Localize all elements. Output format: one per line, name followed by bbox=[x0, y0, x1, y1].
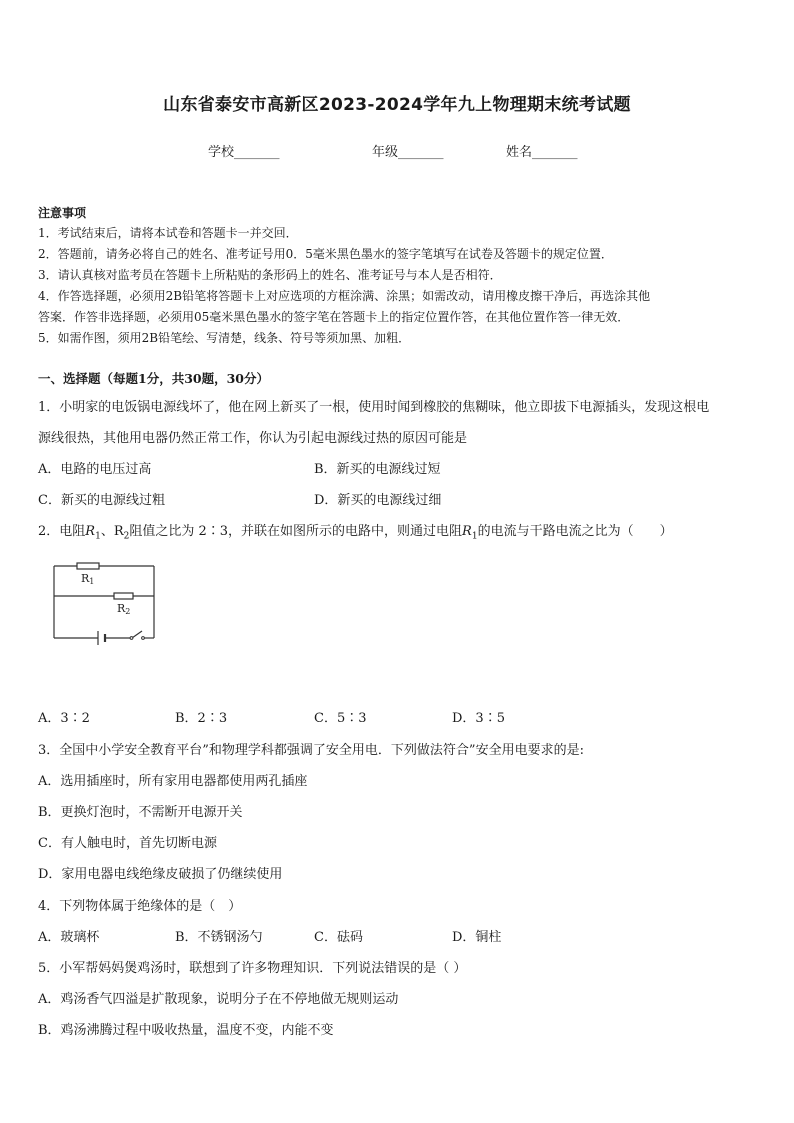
q2-option-b: B．2∶3 bbox=[175, 711, 228, 726]
section-heading: 一、选择题（每题1分，共30题，30分） bbox=[38, 371, 269, 386]
question-5-stem: 5．小军帮妈妈煲鸡汤时，联想到了许多物理知识．下列说法错误的是（ ） bbox=[38, 961, 467, 976]
switch-blade bbox=[132, 631, 142, 638]
circuit-diagram bbox=[40, 554, 170, 650]
switch-contact bbox=[130, 637, 133, 640]
notice-heading: 注意事项 bbox=[38, 206, 87, 220]
notice-item: 5．如需作图，须用2B铅笔绘、写清楚，线条、符号等须加黑、加粗． bbox=[38, 331, 411, 345]
q3-option-a: A．选用插座时，所有家用电器都使用两孔插座 bbox=[38, 774, 308, 789]
q4-option-d: D．铜柱 bbox=[452, 930, 502, 945]
q5-option-b: B．鸡汤沸腾过程中吸收热量，温度不变，内能不变 bbox=[38, 1023, 334, 1038]
q1-option-d: D．新买的电源线过细 bbox=[314, 493, 442, 508]
page-title: 山东省泰安市高新区2023-2024学年九上物理期末统考试题 bbox=[163, 95, 631, 115]
q3-option-d: D．家用电器电线绝缘皮破损了仍继续使用 bbox=[38, 867, 283, 882]
q2-option-d: D．3∶5 bbox=[452, 711, 505, 726]
q2-stem-part: 、R bbox=[100, 524, 124, 539]
r2-subscript: 2 bbox=[123, 531, 130, 542]
question-1-stem: 1．小明家的电饭锅电源线坏了，他在网上新买了一根，使用时闻到橡胶的焦糊味，他立即拔下电源插头，发现这根电 bbox=[38, 400, 710, 415]
label-r1: R1 bbox=[81, 572, 95, 586]
r1-symbol: R bbox=[462, 524, 472, 539]
q2-stem-part: 阻值之比为 2∶3，并联在如图所示的电路中，则通过电阻 bbox=[129, 524, 463, 539]
q1-option-b: B．新买的电源线过短 bbox=[314, 462, 441, 477]
notice-item: 答案．作答非选择题，必须用05毫米黑色墨水的签字笔在答题卡上的指定位置作答，在其他位置作答一律无效． bbox=[38, 310, 630, 324]
notice-item: 2．答题前，请务必将自己的姓名、准考证号用0．5毫米黑色墨水的签字笔填写在试卷及答题卡的规定位置． bbox=[38, 247, 613, 261]
question-1-stem-cont: 源线很热，其他用电器仍然正常工作，你认为引起电源线过热的原因可能是 bbox=[38, 431, 468, 446]
q1-option-c: C．新买的电源线过粗 bbox=[38, 493, 165, 508]
resistor-r1 bbox=[77, 563, 99, 569]
notice-item: 3．请认真核对监考员在答题卡上所粘贴的条形码上的姓名、准考证号与本人是否相符． bbox=[38, 268, 502, 282]
question-4-stem: 4．下列物体属于绝缘体的是（ ） bbox=[38, 899, 242, 914]
question-3-stem: 3．全国中小学安全教育平台”和物理学科都强调了安全用电．下列做法符合”安全用电要求的是: bbox=[38, 743, 584, 758]
q3-option-c: C．有人触电时，首先切断电源 bbox=[38, 836, 217, 851]
resistor-r2 bbox=[114, 593, 133, 599]
q4-option-a: A．玻璃杯 bbox=[38, 930, 100, 945]
q2-stem-part: 2．电阻 bbox=[38, 524, 86, 539]
question-2-stem bbox=[38, 520, 673, 542]
switch-contact bbox=[142, 637, 145, 640]
school-field[interactable]: 学校_______ bbox=[208, 145, 280, 160]
grade-field[interactable]: 年级_______ bbox=[372, 145, 444, 160]
q2-option-c: C．5∶3 bbox=[314, 711, 367, 726]
r1-subscript: 1 bbox=[471, 531, 478, 542]
label-r2: R2 bbox=[117, 602, 131, 616]
q1-option-a: A．电路的电压过高 bbox=[38, 462, 152, 477]
q3-option-b: B．更换灯泡时，不需断开电源开关 bbox=[38, 805, 243, 820]
name-field[interactable]: 姓名_______ bbox=[506, 145, 578, 160]
q4-option-b: B．不锈钢汤勺 bbox=[175, 930, 263, 945]
q2-stem-part: 的电流与干路电流之比为（ ） bbox=[477, 524, 673, 539]
q2-option-a: A．3∶2 bbox=[38, 711, 90, 726]
r1-symbol: R bbox=[85, 524, 96, 539]
r1-subscript: 1 bbox=[95, 531, 101, 542]
notice-item: 1．考试结束后，请将本试卷和答题卡一并交回． bbox=[38, 226, 298, 240]
q4-option-c: C．砝码 bbox=[314, 930, 363, 945]
q5-option-a: A．鸡汤香气四溢是扩散现象，说明分子在不停地做无规则运动 bbox=[38, 992, 399, 1007]
notice-item: 4．作答选择题，必须用2B铅笔将答题卡上对应选项的方框涂满、涂黑；如需改动，请用橡皮擦干净后，再选涂其他 bbox=[38, 289, 651, 303]
